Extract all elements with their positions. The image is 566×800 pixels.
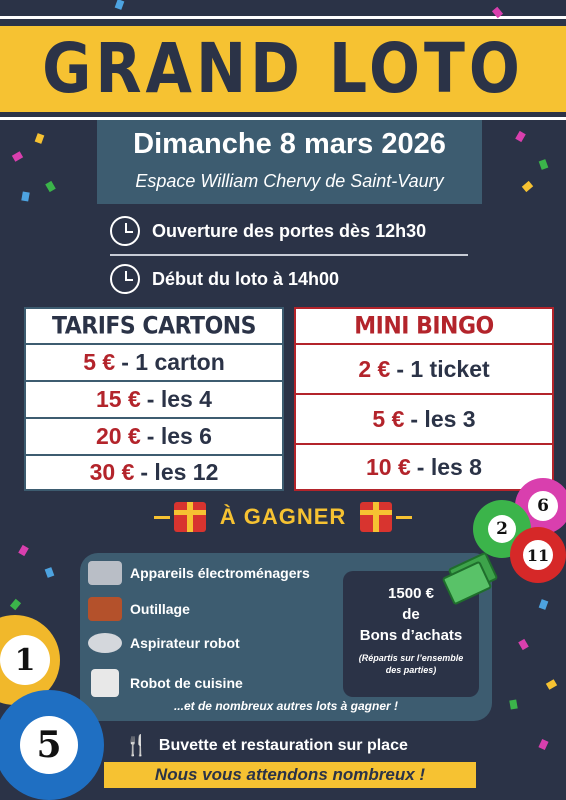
confetti — [546, 679, 557, 690]
confetti — [515, 131, 526, 142]
footer-text: Nous vous attendons nombreux ! — [154, 765, 426, 784]
footer-bar — [104, 762, 476, 788]
prize-item — [88, 561, 310, 585]
food-processor-icon — [91, 669, 119, 697]
buvette-row — [124, 733, 408, 758]
confetti — [35, 133, 45, 144]
toolbox-icon — [88, 597, 122, 621]
prize-item — [88, 633, 240, 653]
confetti — [21, 191, 29, 201]
date-box — [97, 120, 482, 204]
ball-number: 2 — [488, 515, 516, 543]
ball-number: 11 — [523, 540, 553, 570]
table-row — [26, 343, 282, 380]
fork-knife-icon: 🍴 — [124, 735, 149, 757]
prizes-heading: À GAGNER — [219, 504, 347, 529]
start-row — [110, 264, 339, 294]
robot-vacuum-icon — [88, 633, 122, 653]
price: 15 € — [96, 386, 141, 412]
ball-number: 5 — [20, 716, 78, 774]
confetti — [522, 181, 533, 192]
spark-decoration — [396, 516, 412, 519]
confetti — [539, 159, 549, 170]
prize-label: Appareils électroménagers — [130, 565, 310, 581]
price: 30 € — [89, 459, 135, 485]
buvette-text: Buvette et restauration sur place — [158, 736, 408, 754]
spark-decoration — [154, 516, 170, 519]
prize-label: Robot de cuisine — [130, 675, 243, 691]
row-label: - les 8 — [416, 453, 482, 480]
prize-label: Outillage — [130, 601, 190, 617]
more-lots: ...et de nombreux autres lots à gagner ! — [173, 699, 399, 713]
price: 5 € — [372, 405, 405, 432]
tarifs-cartons-table — [24, 307, 284, 491]
mini-bingo-heading: MINI BINGO — [354, 312, 494, 340]
table-row — [296, 443, 552, 489]
ball-number: 1 — [0, 635, 50, 685]
clock-icon — [110, 264, 140, 294]
confetti — [45, 181, 56, 192]
table-row — [26, 454, 282, 489]
voucher-note: (Répartis sur l’ensemble des parties) — [358, 653, 464, 675]
table-row — [296, 393, 552, 443]
confetti — [539, 599, 549, 610]
row-label: - les 6 — [146, 423, 212, 449]
row-label: - les 4 — [146, 386, 212, 412]
start-time: Début du loto à 14h00 — [152, 268, 340, 289]
gift-icon — [174, 502, 206, 532]
prize-label: Aspirateur robot — [130, 635, 240, 651]
title-banner — [0, 26, 566, 112]
price: 2 € — [358, 355, 391, 382]
row-label: - les 12 — [140, 459, 219, 485]
price: 20 € — [96, 423, 141, 449]
page-title: GRAND LOTO — [42, 28, 524, 110]
prize-item — [88, 597, 190, 621]
ball-number: 6 — [528, 491, 558, 521]
mini-bingo-table — [294, 307, 554, 491]
top-stripe — [0, 16, 566, 19]
row-label: - les 3 — [410, 405, 476, 432]
voucher-amount: 1500 € — [388, 585, 434, 602]
confetti — [518, 639, 529, 650]
opening-time: Ouverture des portes dès 12h30 — [152, 220, 427, 241]
confetti — [115, 0, 125, 10]
voucher-de: de — [402, 606, 420, 623]
confetti — [12, 151, 23, 162]
prizes-panel — [80, 553, 492, 721]
price: 10 € — [366, 453, 411, 480]
clock-icon — [110, 216, 140, 246]
prize-item — [88, 669, 243, 697]
confetti — [538, 739, 548, 750]
bingo-ball — [510, 527, 566, 583]
table-row — [296, 343, 552, 393]
confetti — [18, 545, 29, 556]
table-row — [26, 417, 282, 454]
tarifs-cartons-heading: TARIFS CARTONS — [51, 312, 257, 340]
event-place: Espace William Chervy de Saint-Vaury — [135, 171, 444, 191]
voucher-title: Bons d’achats — [359, 627, 463, 644]
table-row — [26, 380, 282, 417]
confetti — [45, 567, 55, 578]
bingo-ball — [0, 690, 104, 800]
confetti — [509, 699, 517, 709]
divider — [110, 254, 468, 256]
confetti — [10, 599, 21, 610]
gift-icon — [360, 502, 392, 532]
row-label: - 1 carton — [121, 349, 225, 375]
opening-row — [110, 216, 426, 246]
event-date: Dimanche 8 mars 2026 — [133, 128, 446, 160]
price: 5 € — [83, 349, 116, 375]
toaster-icon — [88, 561, 122, 585]
row-label: - 1 ticket — [396, 355, 490, 382]
